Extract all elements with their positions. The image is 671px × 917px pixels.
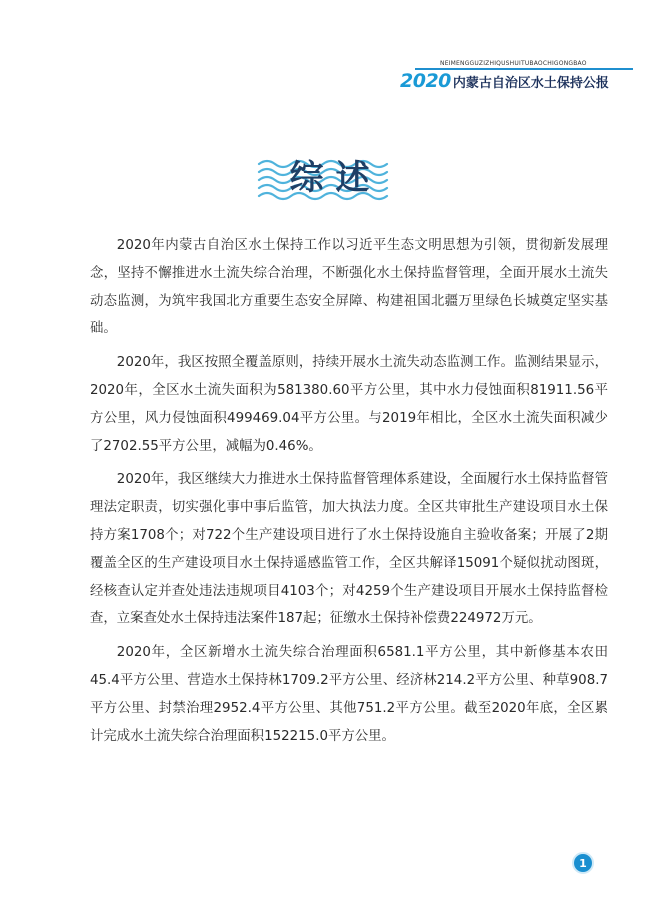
paragraph-monitoring: 2020年，我区按照全覆盖原则，持续开展水土流失动态监测工作。监测结果显示，2020年，全区水土流失面积为581380.60平方公里，其中水力侵蚀面积81911.56平方公里，风力侵蚀面积499469.04平方公里。与2019年相比，全区水土流失面积减少了2702.55平方公里，减幅为0.46%。 (90, 355, 608, 454)
section-title: 综述 (289, 158, 382, 198)
paragraph-intro: 2020年内蒙古自治区水土保持工作以习近平生态文明思想为引领，贯彻新发展理念，坚持不懈推进水土流失综合治理，不断强化水土保持监督管理，全面开展水土流失动态监测，为筑牢我国北方重要生态安全屏障、构建祖国北疆万里绿色长城奠定坚实基础。 (90, 238, 608, 337)
header-pinyin: NEIMENGGUZIZHIQUSHUITUBAOCHIGONGBAO (440, 60, 587, 67)
page-header (0, 0, 671, 100)
page-number: 1 (579, 856, 587, 870)
header-name: 内蒙古自治区水土保持公报 (452, 76, 609, 91)
body-text (90, 232, 608, 756)
section-heading (0, 150, 671, 210)
paragraph-supervision: 2020年，我区继续大力推进水土保持监督管理体系建设，全面履行水土保持监督管理法定职责，切实强化事中事后监管，加大执法力度。全区共审批生产建设项目水土保持方案1708个；对722个生产建设项目进行了水土保持设施自主验收备案；开展了2期覆盖全区的生产建设项目水土保持遥感监管工作，全区共解译15091个疑似扰动图斑，经核查认定并查处违法违规项目4103个；对4259个生产建设项目开展水土保持监督检查，立案查处水土保持违法案件187起；征缴水土保持补偿费224972万元。 (90, 472, 608, 627)
paragraph-treatment: 2020年，全区新增水土流失综合治理面积6581.1平方公里，其中新修基本农田45.4平方公里、营造水土保持林1709.2平方公里、经济林214.2平方公里、种草908.7平方公里、封禁治理2952.4平方公里、其他751.2平方公里。截至2020年底，全区累计完成水土流失综合治理面积152215.0平方公里。 (90, 645, 608, 744)
header-year: 2020 (400, 70, 451, 92)
page-number-badge (572, 852, 594, 874)
header-title (400, 70, 609, 92)
